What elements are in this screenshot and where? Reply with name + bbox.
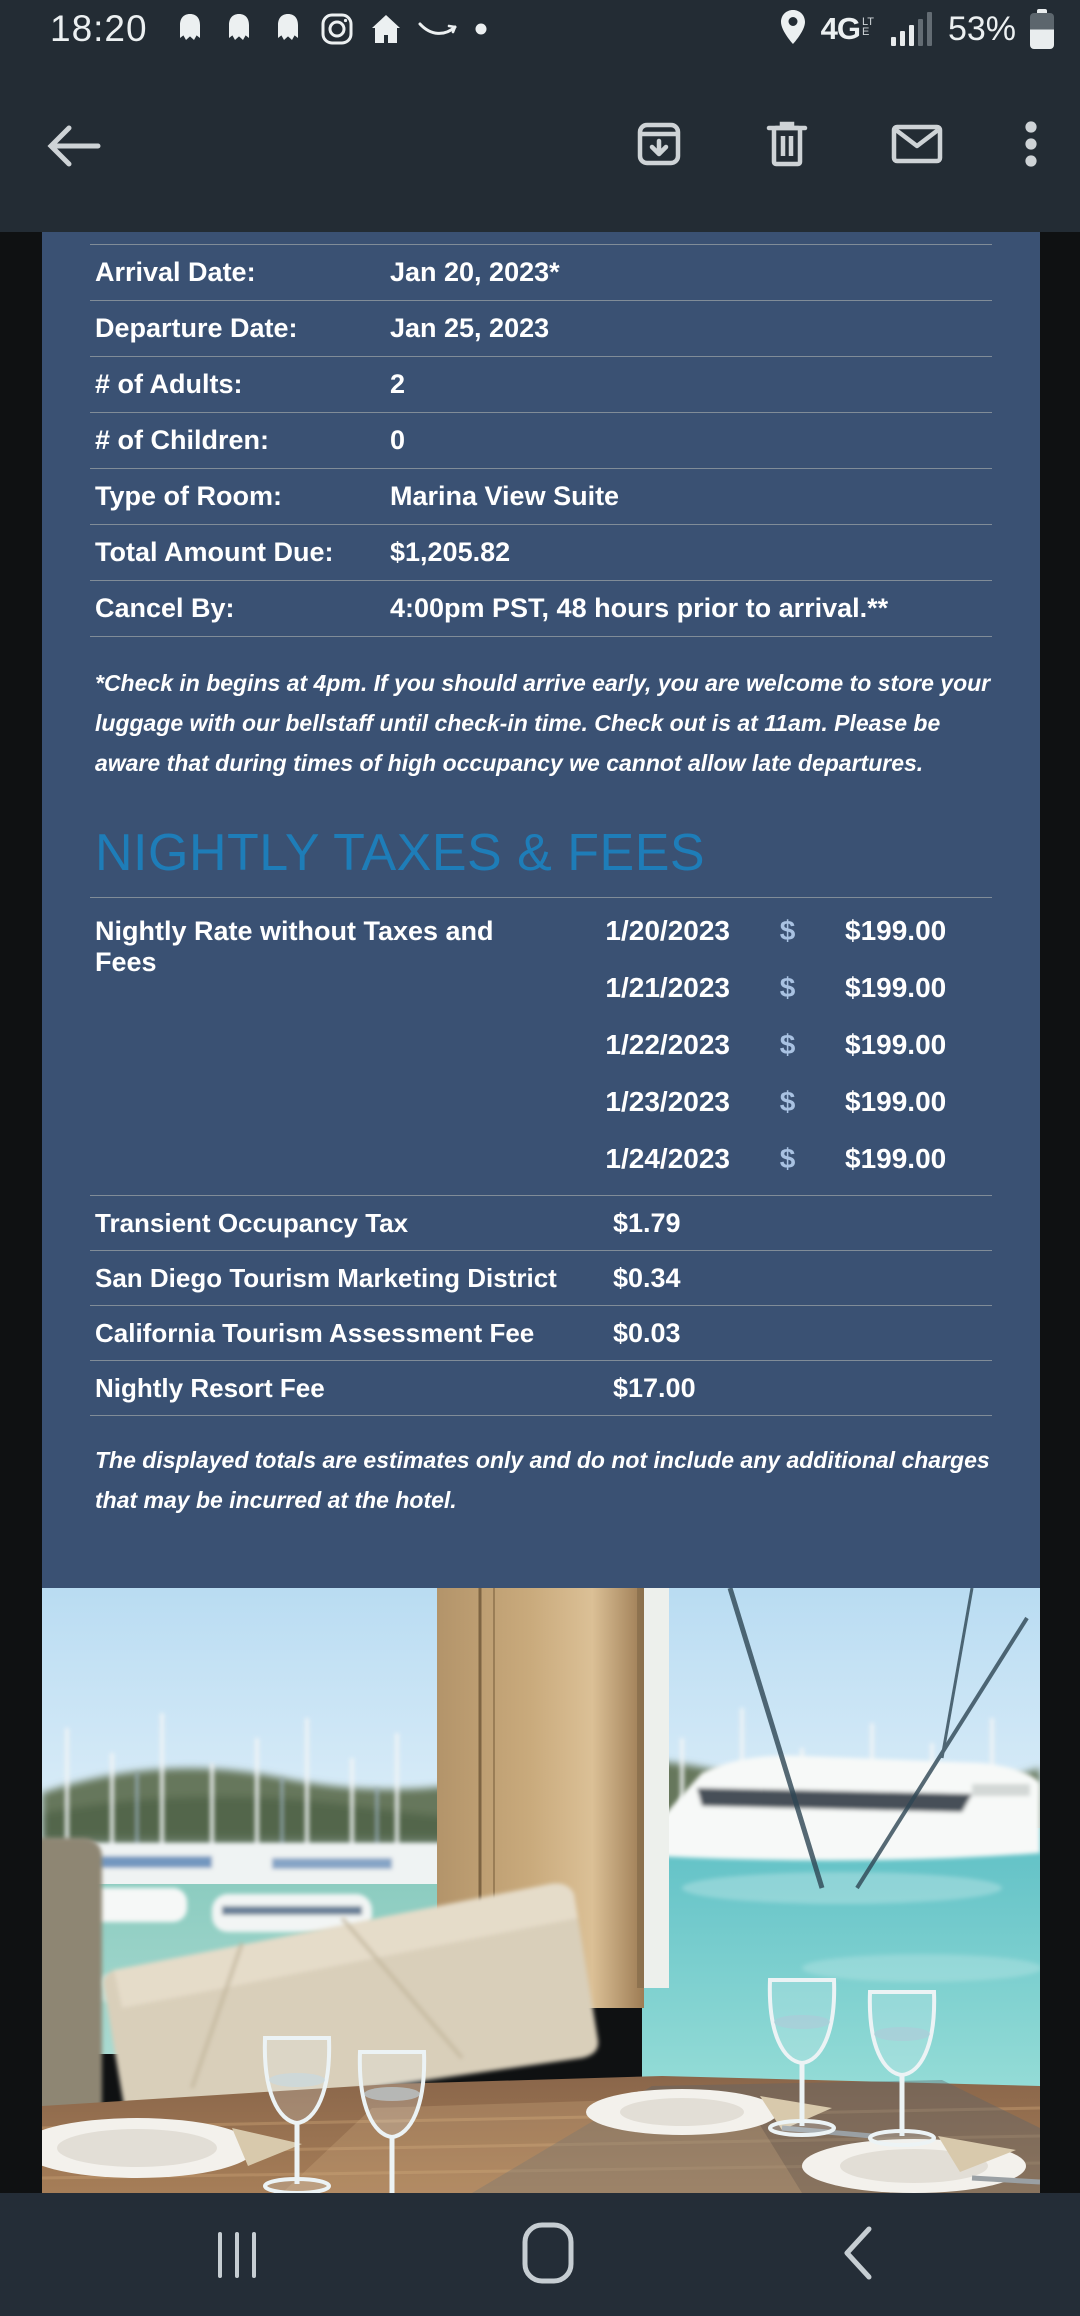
row-value: Marina View Suite: [390, 481, 620, 511]
currency-symbol: $: [779, 971, 796, 1003]
mail-button[interactable]: [890, 122, 944, 169]
location-icon: [777, 8, 809, 51]
back-button[interactable]: [42, 120, 102, 171]
checkin-note: *Check in begins at 4pm. If you should arrive early, you are welcome to store your luggage with our bellstaff until check-in time. Check out is at 11am. Please be aware that during times of high occupancy we cannot allow late departures.: [95, 670, 991, 776]
rate-date: 1/24/2023: [605, 1142, 730, 1174]
home-app-icon: [368, 11, 404, 47]
table-row: [90, 581, 992, 637]
fee-value: $1.79: [613, 1207, 681, 1238]
amazon-icon: [417, 14, 461, 44]
currency-symbol: $: [779, 1028, 796, 1060]
fee-label: San Diego Tourism Marketing District: [95, 1262, 557, 1293]
row-value: 2: [390, 369, 406, 399]
rate-date: 1/20/2023: [605, 914, 730, 946]
currency-symbol: $: [779, 1142, 796, 1174]
table-row: [90, 1306, 992, 1361]
clock: 18:20: [50, 8, 148, 49]
back-icon: [839, 2271, 875, 2286]
toolbar-actions: [634, 119, 1038, 172]
fees-table: [90, 1196, 992, 1416]
fee-label: Nightly Resort Fee: [95, 1372, 325, 1403]
table-row: [90, 357, 992, 413]
marina-restaurant-photo: [42, 1588, 1040, 2193]
row-value: 4:00pm PST, 48 hours prior to arrival.**: [390, 593, 889, 623]
rate-amount: $199.00: [845, 1028, 947, 1060]
rate-date: 1/22/2023: [605, 1028, 730, 1060]
row-label: # of Children:: [95, 425, 269, 455]
instagram-icon: [319, 11, 355, 47]
nightly-rates-table: [90, 897, 992, 1196]
battery-percentage: 53%: [947, 9, 1016, 48]
back-nav-button[interactable]: [839, 2223, 875, 2286]
reservation-details-table: [90, 244, 992, 637]
rate-date: 1/21/2023: [605, 971, 730, 1003]
row-label: Total Amount Due:: [95, 537, 334, 567]
row-label: # of Adults:: [95, 369, 243, 399]
battery-icon: [1030, 9, 1054, 49]
recents-icon: [218, 2232, 256, 2278]
envelope-icon: [890, 122, 944, 169]
overflow-menu-icon: [1024, 119, 1038, 172]
currency-symbol: $: [779, 1085, 796, 1117]
fee-value: $0.03: [613, 1317, 681, 1348]
fee-value: $17.00: [613, 1372, 696, 1403]
table-row: [90, 301, 992, 357]
row-value: Jan 20, 2023*: [390, 257, 560, 287]
rate-row: [560, 1130, 992, 1187]
row-value: 0: [390, 425, 406, 455]
snapchat-icon: [221, 11, 257, 47]
recents-button[interactable]: [218, 2232, 256, 2278]
rate-row: [560, 902, 992, 959]
signal-strength-icon: [891, 12, 932, 46]
rate-amount: $199.00: [845, 1085, 947, 1117]
nightly-rate-rows: [560, 902, 992, 1187]
notification-dot: [474, 22, 488, 36]
overflow-menu-button[interactable]: [1024, 119, 1038, 172]
reservation-email-card: [42, 232, 1040, 1588]
totals-disclaimer: The displayed totals are estimates only and do not include any additional charges that may be incurred at the hotel.: [95, 1447, 990, 1513]
table-row: [90, 525, 992, 581]
row-value: $1,205.82: [390, 537, 511, 567]
fee-value: $0.34: [613, 1262, 681, 1293]
status-bar: [0, 0, 1080, 58]
currency-symbol: $: [779, 914, 796, 946]
archive-button[interactable]: [634, 119, 684, 172]
row-label: Type of Room:: [95, 481, 282, 511]
snapchat-icon: [270, 11, 306, 47]
table-row: [90, 1361, 992, 1416]
notification-icons: [172, 11, 488, 47]
row-label: Cancel By:: [95, 593, 235, 623]
table-row: [90, 1251, 992, 1306]
fee-label: Transient Occupancy Tax: [95, 1207, 409, 1238]
archive-icon: [634, 119, 684, 172]
table-row: [90, 1196, 992, 1251]
nightly-rate-label: Nightly Rate without Taxes and Fees: [95, 916, 494, 977]
rate-amount: $199.00: [845, 1142, 947, 1174]
section-title: NIGHTLY TAXES & FEES: [95, 824, 706, 882]
home-icon: [521, 2273, 575, 2288]
rate-row: [560, 959, 992, 1016]
android-nav-bar: [0, 2193, 1080, 2316]
row-label: Arrival Date:: [95, 257, 256, 287]
table-row: [90, 469, 992, 525]
rate-row: [560, 1073, 992, 1130]
trash-icon: [764, 119, 810, 172]
snapchat-icon: [172, 11, 208, 47]
email-scroll-area[interactable]: [0, 232, 1080, 2193]
network-type-indicator: 4G LTE: [820, 11, 874, 46]
table-row: [90, 413, 992, 469]
status-right-cluster: [777, 8, 1054, 51]
mail-toolbar: [0, 58, 1080, 232]
rate-amount: $199.00: [845, 914, 947, 946]
back-arrow-icon: [42, 120, 102, 171]
row-value: Jan 25, 2023: [390, 313, 550, 343]
row-label: Departure Date:: [95, 313, 298, 343]
rate-row: [560, 1016, 992, 1073]
home-button[interactable]: [521, 2221, 575, 2288]
rate-amount: $199.00: [845, 971, 947, 1003]
rate-date: 1/23/2023: [605, 1085, 730, 1117]
delete-button[interactable]: [764, 119, 810, 172]
table-row: [90, 245, 992, 301]
fee-label: California Tourism Assessment Fee: [95, 1317, 535, 1348]
